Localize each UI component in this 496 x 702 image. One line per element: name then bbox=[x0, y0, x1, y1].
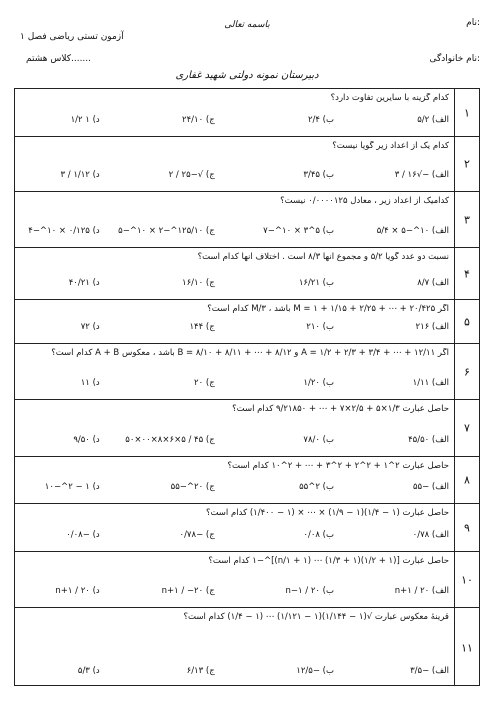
option-d: د) ۹/۵۰ bbox=[73, 435, 100, 445]
option-b: ب) ۲۰ / n−۱ bbox=[285, 586, 334, 596]
option-d: د) ۲۰ / n+۱ bbox=[55, 586, 100, 596]
option-a: الف) −۳/۵ bbox=[410, 666, 449, 676]
basmala: باسمه تعالی bbox=[224, 20, 270, 30]
question-number: ۱ bbox=[464, 106, 470, 119]
options bbox=[23, 276, 449, 294]
question-text: کدامیک از اعداد زیر ، معادل ۰/۰۰۰۰۱۲۵ نیست؟ bbox=[280, 196, 449, 206]
question-text: حاصل عبارت ۲^۱ + ۲^۲ + ۲^۳ + ⋯ + ۲^۱۰ کدام است؟ bbox=[227, 461, 449, 471]
option-d: د) ۰/۱۲۵ × ۱۰^−۴ bbox=[28, 226, 100, 236]
options bbox=[23, 584, 449, 602]
option-b: ب) ۲^۵۵ bbox=[299, 482, 334, 492]
question-row bbox=[15, 344, 479, 400]
option-c: ج) ۲۰^−۵۵ bbox=[170, 482, 215, 492]
option-a: الف) n+۱ / ۲۰ bbox=[394, 586, 449, 596]
option-c: ج) ۴۵ / ۵×۶×۸×۰۰×۵۰ bbox=[125, 435, 215, 445]
question-number: ۹ bbox=[464, 521, 470, 534]
option-a: الف) −۵۵ bbox=[412, 482, 449, 492]
question-row bbox=[15, 608, 479, 687]
option-b: ب) −۱۲/۵ bbox=[296, 666, 334, 676]
question-text: حاصل عبارت ۱/۳×۵ + ۲/۵×۷ + ⋯ + ۹/۲۱۸۵۰ کدام است؟ bbox=[232, 404, 449, 414]
option-a: الف) ۱۰^−۵ × ۵/۴ bbox=[376, 226, 449, 236]
option-d: د) ۴۰/۲۱ bbox=[68, 278, 100, 288]
option-b: ب) ۵^۳ × ۱۰^−۷ bbox=[263, 226, 334, 236]
option-a: الف) ۰/۷۸ bbox=[412, 530, 449, 540]
option-c: ج) ۱۴۴ bbox=[189, 322, 215, 332]
question-row bbox=[15, 137, 479, 192]
exam-title: آزمون تستی ریاضی فصل ۱ bbox=[20, 32, 124, 42]
option-c: ج) ۶/۱۳ bbox=[186, 666, 215, 676]
question-row bbox=[15, 504, 479, 552]
option-d: د) ۱۱ bbox=[80, 378, 100, 388]
question-text: حاصل عبارت [(۱ + ۱/۲)(۱ + ۱/۳) ⋯ (۱ + ۱/n)]^−۱ کدام است؟ bbox=[208, 556, 449, 566]
option-b: ب) ۷۸/۰ bbox=[303, 435, 334, 445]
question-number: ۱۰ bbox=[461, 573, 473, 586]
option-d: د) −۰/۰۸ bbox=[66, 530, 100, 540]
question-text: حاصل عبارت (۱ − ۱/۴)(۱ − ۱/۹) × ⋯ × (۱ − ۱/۴۰۰) کدام است؟ bbox=[205, 508, 449, 518]
family-label: نام خانوادگی: bbox=[429, 54, 480, 64]
option-a: الف) ۸/۷ bbox=[417, 278, 449, 288]
question-text: کدام یک از اعداد زیر گویا نیست؟ bbox=[332, 141, 449, 151]
option-d: د) ۱ ۱/۲ bbox=[70, 115, 100, 125]
options bbox=[23, 433, 449, 451]
question-row bbox=[15, 457, 479, 504]
question-number: ۲ bbox=[464, 157, 470, 171]
question-row bbox=[15, 192, 479, 248]
question-text: اگر M = ۱ + ۱/۱۵ + ۲/۲۵ + ⋯ + ۲۰/۴۲۵ باشد ، M/۳ کدام است؟ bbox=[207, 304, 449, 314]
question-text: قرینهٔ معکوس عبارت √(۱ − ۱/۱۴۴)(۱ − ۱/۱۲۱) ⋯ (۱ − ۱/۴) کدام است؟ bbox=[183, 612, 449, 622]
option-d: د) ۱/۱۲ / ۳ bbox=[60, 170, 100, 180]
option-b: ب) ۲/۴ bbox=[307, 115, 334, 125]
question-row bbox=[15, 552, 479, 608]
option-c: ج) √−۲۵ / ۲ bbox=[168, 170, 215, 180]
options bbox=[23, 113, 449, 131]
question-row bbox=[15, 248, 479, 300]
question-number: ۳ bbox=[464, 213, 470, 226]
question-number: ۸ bbox=[464, 473, 470, 487]
options bbox=[23, 664, 449, 682]
option-c: ج) ۲۴/۱۰ bbox=[182, 115, 215, 125]
option-c: ج) ۱۶/۱۰ bbox=[182, 278, 215, 288]
option-a: الف) ۴۵/۵۰ bbox=[408, 435, 449, 445]
question-row bbox=[15, 300, 479, 344]
question-number: ۱۱ bbox=[461, 641, 473, 654]
option-d: د) ۱ − ۲^−۱۰ bbox=[44, 482, 100, 492]
options bbox=[23, 528, 449, 546]
option-c: ج) n+۱ / −۲۰ bbox=[161, 586, 215, 596]
class-label: کلاس هشتم....... bbox=[26, 54, 92, 64]
option-a: الف) ۱/۱۱ bbox=[412, 378, 449, 388]
question-number: ۷ bbox=[464, 421, 470, 435]
options bbox=[23, 376, 449, 394]
question-text: اگر A = ۱/۲ + ۲/۳ + ۳/۴ + ⋯ + ۱۲/۱۱ و B = ۸/۱۰ + ۸/۱۱ + ⋯ + ۸/۱۲ باشد ، معکوس A + B کدام است؟ bbox=[51, 348, 449, 358]
options bbox=[23, 320, 449, 338]
options bbox=[23, 224, 449, 242]
option-d: د) ۵/۳ bbox=[77, 666, 100, 676]
options bbox=[23, 480, 449, 498]
question-table bbox=[14, 88, 480, 686]
option-c: ج) −۰/۷۸ bbox=[179, 530, 215, 540]
school-name: دبیرستان نمونه دولتی شهید غفاری bbox=[175, 70, 319, 81]
option-b: ب) ۰/۰۸ bbox=[303, 530, 334, 540]
exam-page bbox=[14, 18, 480, 686]
question-number: ۶ bbox=[464, 365, 470, 378]
question-number: ۴ bbox=[464, 267, 470, 280]
option-c: ج) ۱۲۵/۱۰^−۲ × ۱۰^−۵ bbox=[118, 226, 215, 236]
option-d: د) ۷۲ bbox=[80, 322, 100, 332]
option-a: الف) −√۱۶ / ۳ bbox=[394, 170, 449, 180]
option-b: ب) ۳/۴۵ bbox=[303, 170, 334, 180]
option-b: ب) ۱۶/۲۱ bbox=[298, 278, 334, 288]
options bbox=[23, 168, 449, 186]
option-c: ج) ۲۰ bbox=[194, 378, 215, 388]
name-label: نام: bbox=[466, 18, 480, 28]
option-a: الف) ۲۱۶ bbox=[415, 322, 449, 332]
option-a: الف) ۵/۲ bbox=[417, 115, 449, 125]
option-b: ب) ۲۱۰ bbox=[306, 322, 334, 332]
question-text: نسبت دو عدد گویا ۵/۲ و مجموع آنها ۸/۳ است . اختلاف آنها کدام است؟ bbox=[197, 252, 449, 262]
question-number: ۵ bbox=[464, 315, 470, 328]
question-row bbox=[15, 400, 479, 457]
question-text: کدام گزینه با سایرین تفاوت دارد؟ bbox=[330, 93, 449, 103]
option-b: ب) ۱/۲۰ bbox=[303, 378, 334, 388]
question-row bbox=[15, 89, 479, 137]
